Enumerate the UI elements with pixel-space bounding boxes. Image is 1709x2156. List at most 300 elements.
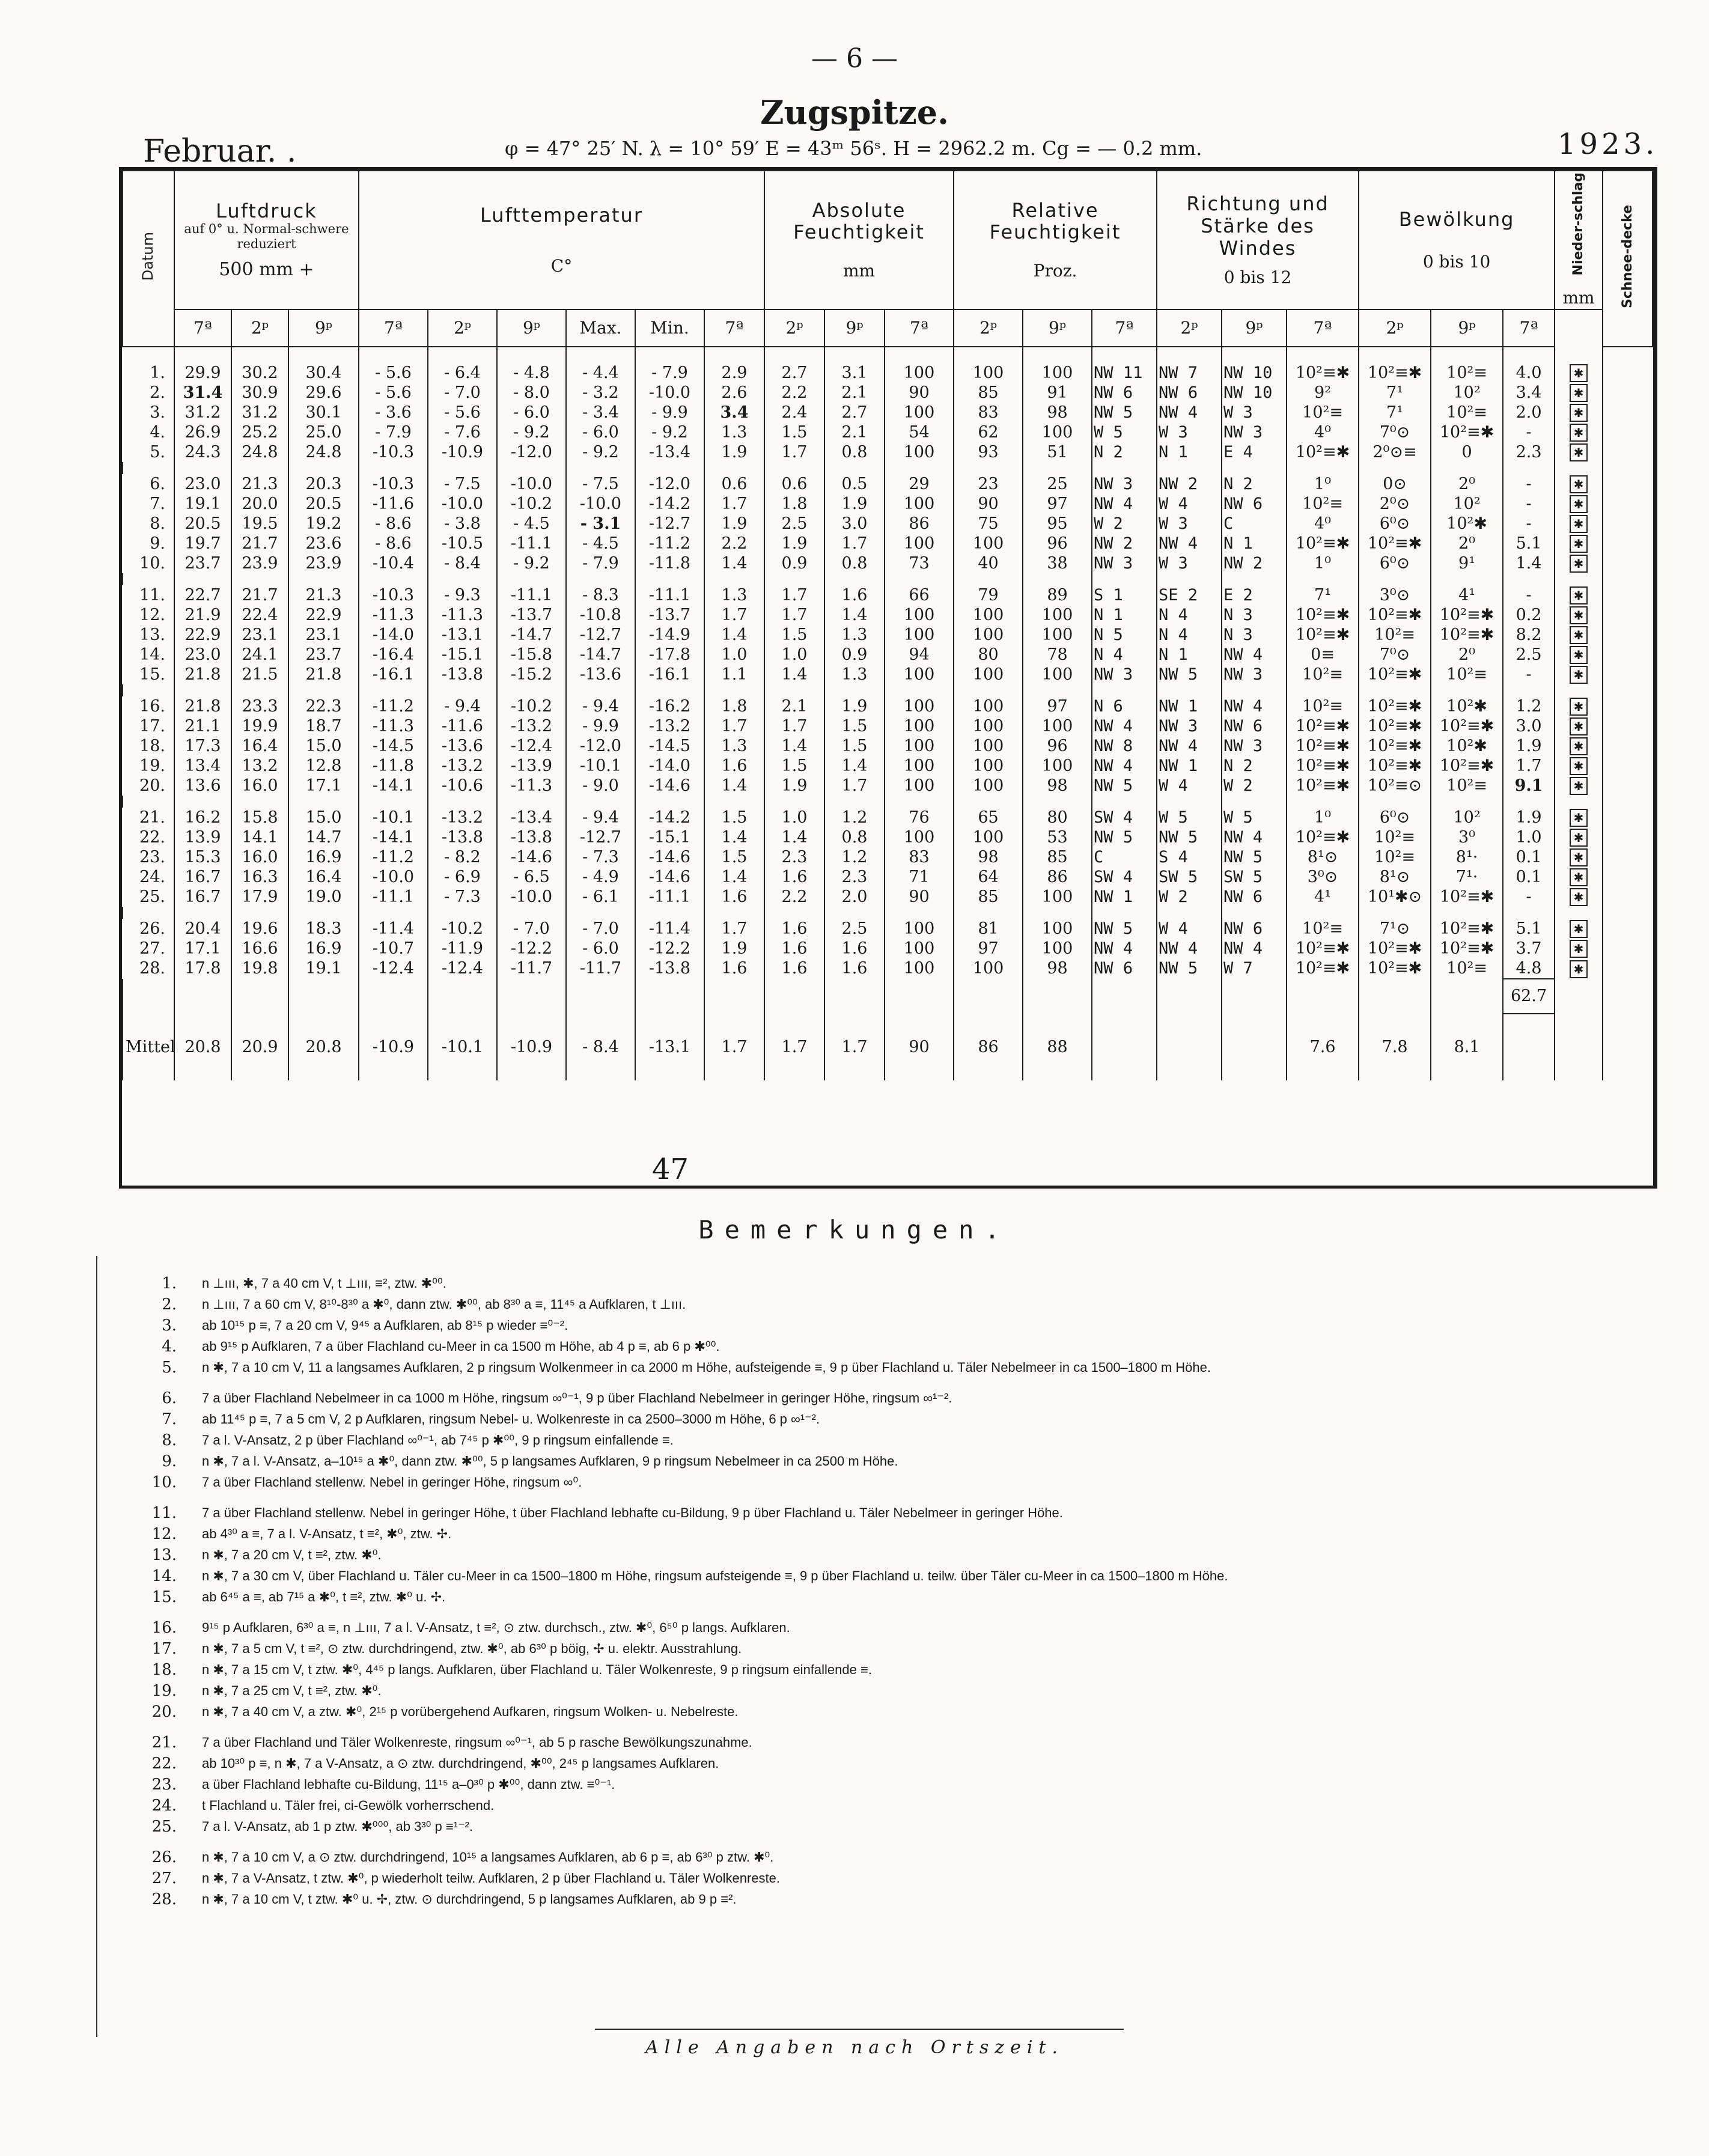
col-cloud [1359,171,1555,309]
cell-s [1555,422,1603,442]
cell-a2: 1.7 [764,585,824,605]
cell-a7: 1.4 [704,867,764,887]
remark-text: ab 6⁴⁵ a ≡, ab 7¹⁵ a ✱⁰, t ≡², ztw. ✱⁰ u. ✢. [202,1589,446,1604]
observation-table [122,170,1653,1080]
cell-mn: -10.0 [635,383,704,403]
cell-d: 28. [123,958,174,979]
remark-item [119,1451,1645,1472]
cell-r7: 83 [885,847,954,867]
cell-r9: 100 [1023,625,1092,645]
cell-p7: 13.6 [174,776,231,796]
cell-r7: 100 [885,696,954,716]
table-row [123,847,1653,867]
cell-c7: 10²≡ [1287,494,1359,514]
cell-p2: 16.6 [231,939,288,958]
cell-p7: 16.7 [174,867,231,887]
remark-text: 7 a l. V-Ansatz, ab 1 p ztw. ✱⁰⁰⁰, ab 3³⁰ p ≡¹⁻². [202,1818,474,1834]
cell-t7: -11.3 [359,716,428,736]
cell-w2: W 3 [1157,514,1222,534]
cell-a9: 3.1 [824,347,885,383]
cell-w2: N 4 [1157,625,1222,645]
cell-d: 2. [123,383,174,403]
mittel-s [1555,1014,1603,1080]
remark-text: 7 a über Flachland und Täler Wolkenreste, ringsum ∞⁰⁻¹, ab 5 p rasche Bewölkungszunahme. [202,1734,752,1750]
mittel-r9: 88 [1023,1014,1092,1080]
cell-mx: -10.0 [566,494,635,514]
cell-mx: - 9.2 [566,442,635,462]
hdr-r7: 7ª [885,309,954,347]
cell-p9: 25.0 [288,422,359,442]
table-row [123,665,1653,684]
mittel-r2: 86 [954,1014,1023,1080]
cell-r7: 100 [885,716,954,736]
cell-w9: W 5 [1222,808,1287,827]
cell-mx: -10.1 [566,756,635,776]
cell-c7: 1⁰ [1287,474,1359,494]
cell-r9: 98 [1023,958,1092,979]
remark-day: 17. [151,1639,177,1658]
cell-c7: 1⁰ [1287,553,1359,573]
empty-cell [1023,979,1092,1014]
mittel-mx: - 8.4 [566,1014,635,1080]
cell-a7: 1.4 [704,553,764,573]
cell-d: 12. [123,605,174,625]
cell-p9: 15.0 [288,808,359,827]
cell-w9: W 3 [1222,403,1287,422]
cell-r2: 79 [954,585,1023,605]
cell-w2: NW 1 [1157,756,1222,776]
remark-item [119,1753,1645,1774]
snow-cover-icon: ✱ [1570,443,1588,461]
cell-w7: N 2 [1092,442,1157,462]
cell-p9: 18.3 [288,919,359,939]
cell-a9: 2.1 [824,383,885,403]
cell-c9: 10²≡ [1431,403,1503,422]
empty-cell [885,979,954,1014]
table-row [123,958,1653,979]
cell-c9: 8¹· [1431,847,1503,867]
cell-c2: 7⁰⊙ [1359,645,1431,665]
snow-cover-icon: ✱ [1570,424,1588,442]
cell-d: 18. [123,736,174,756]
cell-a9: 1.3 [824,625,885,645]
cell-c9: 10² [1431,383,1503,403]
cell-d: 8. [123,514,174,534]
cell-w7: NW 3 [1092,474,1157,494]
snow-cover-icon: ✱ [1570,809,1588,827]
cell-a2: 2.5 [764,514,824,534]
remark-text: n ✱, 7 a 15 cm V, t ztw. ✱⁰, 4⁴⁵ p langs. Aufklaren, über Flachland u. Täler Wolkenreste, 9 p ringsum einfallende ≡. [202,1661,872,1677]
cell-a7: 1.3 [704,585,764,605]
remark-day: 5. [162,1358,177,1377]
cell-c9: 10² [1431,808,1503,827]
cell-w2: W 4 [1157,776,1222,796]
snow-cover-icon: ✱ [1570,848,1588,866]
table-row [123,808,1653,827]
cell-t2: -13.2 [428,756,497,776]
cell-mn: -12.2 [635,939,704,958]
mittel-p9: 20.8 [288,1014,359,1080]
cell-c7: 0≡ [1287,645,1359,665]
margin-rule [96,1256,97,2037]
table-row [123,696,1653,716]
empty-cell [359,979,428,1014]
cell-t9: -12.4 [497,736,566,756]
cell-s [1555,919,1603,939]
cell-t9: -10.2 [497,494,566,514]
cell-p2: 19.9 [231,716,288,736]
cell-c2: 10²≡✱ [1359,534,1431,553]
cell-t2: -10.0 [428,494,497,514]
hdr-c9: 9ᵖ [1431,309,1503,347]
snow-cover-icon: ✱ [1570,940,1588,958]
cell-mx: - 9.9 [566,716,635,736]
remark-day: 18. [151,1660,177,1679]
remark-item [119,1847,1645,1868]
hdr-r2: 2ᵖ [954,309,1023,347]
cell-a7: 1.6 [704,887,764,907]
cell-t7: -11.4 [359,919,428,939]
cell-c2: 10²≡✱ [1359,696,1431,716]
cell-p7: 13.4 [174,756,231,776]
cell-c7: 4⁰ [1287,514,1359,534]
cell-t9: - 8.0 [497,383,566,403]
cell-mn: -11.1 [635,887,704,907]
mittel-w7 [1092,1014,1157,1080]
table-row [123,939,1653,958]
cell-c2: 10²≡✱ [1359,716,1431,736]
wind-heading: Richtung und Stärke des Windes [1186,192,1329,260]
cell-r2: 97 [954,939,1023,958]
cell-n: 0.1 [1503,867,1555,887]
cell-t7: -10.4 [359,553,428,573]
cell-s [1555,808,1603,827]
cell-a2: 1.7 [764,716,824,736]
remark-item [119,1294,1645,1315]
cell-t7: -11.6 [359,494,428,514]
cell-w9: N 1 [1222,534,1287,553]
snow-cover-icon: ✱ [1570,626,1588,644]
cell-c2: 10²≡✱ [1359,939,1431,958]
remark-text: n ✱, 7 a 25 cm V, t ≡², ztw. ✱⁰. [202,1682,382,1698]
cell-c7: 1⁰ [1287,808,1359,827]
cell-t7: -14.1 [359,827,428,847]
cell-r9: 100 [1023,939,1092,958]
cell-t7: -11.3 [359,605,428,625]
cell-p7: 20.4 [174,919,231,939]
remark-text: n ✱, 7 a 5 cm V, t ≡², ⊙ ztw. durchdringend, ztw. ✱⁰, ab 6³⁰ p böig, ✢ u. elektr. Ausstrahlung. [202,1640,742,1656]
cell-s [1555,847,1603,867]
cell-mn: -13.4 [635,442,704,462]
cell-c2: 3⁰⊙ [1359,585,1431,605]
cell-w7: NW 8 [1092,736,1157,756]
mittel-t9: -10.9 [497,1014,566,1080]
cell-c2: 7¹⊙ [1359,919,1431,939]
cell-t9: -11.1 [497,585,566,605]
cell-p9: 23.7 [288,645,359,665]
station-coordinates: φ = 47° 25′ N. λ = 10° 59′ E = 43ᵐ 56ˢ. H = 2962.2 m. Cg = — 0.2 mm. [505,137,1202,160]
cell-w2: NW 5 [1157,958,1222,979]
cell-c9: 10²≡✱ [1431,605,1503,625]
cell-t9: -13.4 [497,808,566,827]
remark-day: 13. [151,1545,177,1564]
cell-r2: 81 [954,919,1023,939]
cell-s [1555,939,1603,958]
mittel-d: Mittel [123,1014,174,1080]
cell-w7: NW 3 [1092,553,1157,573]
cell-t7: -14.5 [359,736,428,756]
cell-p9: 23.1 [288,625,359,645]
cell-r2: 40 [954,553,1023,573]
cell-w9: C [1222,514,1287,534]
cell-w9: N 3 [1222,625,1287,645]
hdr-max: Max. [566,309,635,347]
cell-a7: 1.3 [704,422,764,442]
temp-heading: Lufttemperatur [480,203,643,227]
cell-r9: 80 [1023,808,1092,827]
empty-cell [1222,979,1287,1014]
cell-p2: 24.1 [231,645,288,665]
cell-mn: -13.2 [635,716,704,736]
cell-mx: -12.0 [566,736,635,756]
cell-r7: 71 [885,867,954,887]
cell-c2: 2⁰⊙≡ [1359,442,1431,462]
remark-day: 26. [151,1848,177,1866]
cell-r7: 100 [885,958,954,979]
cell-p2: 25.2 [231,422,288,442]
remark-day: 15. [151,1588,177,1606]
cell-n: 1.9 [1503,736,1555,756]
cell-r9: 97 [1023,696,1092,716]
remark-item [119,1889,1645,1910]
cell-c9: 2⁰ [1431,534,1503,553]
empty-cell [123,979,174,1014]
cell-r9: 98 [1023,403,1092,422]
cell-p2: 19.6 [231,919,288,939]
cell-w7: NW 6 [1092,383,1157,403]
cell-t9: -10.0 [497,887,566,907]
remark-day: 12. [151,1524,177,1543]
cell-w7: N 4 [1092,645,1157,665]
cell-c9: 10²≡✱ [1431,887,1503,907]
cell-mn: -12.7 [635,514,704,534]
cell-p9: 29.6 [288,383,359,403]
cell-r9: 51 [1023,442,1092,462]
cell-mx: - 9.4 [566,808,635,827]
cell-p7: 23.7 [174,553,231,573]
remark-day: 27. [151,1869,177,1887]
rel-unit: Proz. [1033,261,1077,281]
cell-t2: -10.5 [428,534,497,553]
cell-p7: 21.8 [174,696,231,716]
abs-heading: Absolute Feuchtigkeit [793,198,925,244]
cell-p7: 23.0 [174,474,231,494]
remarks-title: Bemerkungen. [698,1215,1011,1244]
cell-c9: 7¹· [1431,867,1503,887]
cell-p2: 16.0 [231,776,288,796]
cell-w7: NW 11 [1092,347,1157,383]
cell-r7: 100 [885,756,954,776]
cell-d: 23. [123,847,174,867]
table-row [123,514,1653,534]
mittel-t7: -10.9 [359,1014,428,1080]
cell-p2: 13.2 [231,756,288,776]
cell-c7: 10²≡✱ [1287,442,1359,462]
cell-p2: 30.9 [231,383,288,403]
cell-d: 15. [123,665,174,684]
remark-text: ab 10¹⁵ p ≡, 7 a 20 cm V, 9⁴⁵ a Aufklaren, ab 8¹⁵ p wieder ≡⁰⁻². [202,1317,568,1333]
hdr-r9: 9ᵖ [1023,309,1092,347]
cell-a9: 2.0 [824,887,885,907]
cell-c7: 10²≡✱ [1287,347,1359,383]
remark-item [119,1408,1645,1430]
cell-n: 1.9 [1503,808,1555,827]
cell-r2: 85 [954,383,1023,403]
cell-t9: - 4.5 [497,514,566,534]
cell-d: 16. [123,696,174,716]
observation-table-frame [119,167,1657,1189]
cell-w7: NW 2 [1092,534,1157,553]
cell-w9: W 2 [1222,776,1287,796]
cell-s [1555,756,1603,776]
cell-t2: -13.8 [428,665,497,684]
cell-c9: 10²≡ [1431,665,1503,684]
cell-mx: - 7.5 [566,474,635,494]
remark-item [119,1472,1645,1493]
cell-d: 26. [123,919,174,939]
remark-day: 22. [151,1754,177,1773]
cell-c2: 10²≡✱ [1359,756,1431,776]
remark-item [119,1502,1645,1523]
cell-mn: -14.0 [635,756,704,776]
cell-p2: 19.8 [231,958,288,979]
cell-s [1555,887,1603,907]
cell-w2: W 4 [1157,919,1222,939]
remark-day: 11. [151,1503,177,1522]
cell-w7: W 5 [1092,422,1157,442]
cell-t9: -10.2 [497,696,566,716]
col-lufttemperatur [359,171,764,309]
col-rel-feucht [954,171,1157,309]
cell-c9: 10²≡✱ [1431,716,1503,736]
col-datum: Datum [123,171,174,347]
cell-t9: -13.9 [497,756,566,776]
cell-mx: - 6.0 [566,422,635,442]
cell-t7: - 5.6 [359,383,428,403]
cell-w9: NW 4 [1222,827,1287,847]
remark-day: 28. [151,1890,177,1908]
cell-c2: 10²≡ [1359,625,1431,645]
cell-t7: - 3.6 [359,403,428,422]
cell-p9: 20.5 [288,494,359,514]
snow-cover-icon: ✱ [1570,515,1588,533]
cell-c9: 10²≡✱ [1431,939,1503,958]
cell-t9: - 6.5 [497,867,566,887]
cell-w9: W 7 [1222,958,1287,979]
cell-c7: 10²≡✱ [1287,534,1359,553]
cell-a2: 1.5 [764,625,824,645]
cell-t2: -10.6 [428,776,497,796]
cell-d: 5. [123,442,174,462]
cell-a2: 2.1 [764,696,824,716]
cell-a2: 1.9 [764,776,824,796]
cell-r2: 64 [954,867,1023,887]
cloud-unit: 0 bis 10 [1422,251,1491,272]
cell-mn: -14.2 [635,494,704,514]
remark-text: n ✱, 7 a 10 cm V, 11 a langsames Aufklaren, 2 p ringsum Wolkenmeer in ca 2000 m Höhe, aufsteigende ≡, 9 p über Flachland u. Täler Nebelmeer in ca 1500–1800 m Höhe. [202,1359,1211,1375]
cell-p2: 19.5 [231,514,288,534]
cell-t2: -13.8 [428,827,497,847]
cell-n: 2.0 [1503,403,1555,422]
cell-r7: 73 [885,553,954,573]
cell-a9: 0.8 [824,827,885,847]
remark-day: 2. [162,1295,177,1314]
cell-p7: 21.1 [174,716,231,736]
cell-w7: NW 3 [1092,665,1157,684]
cell-r9: 96 [1023,736,1092,756]
cell-a7: 1.7 [704,605,764,625]
cell-a7: 2.9 [704,347,764,383]
cell-t7: -11.8 [359,756,428,776]
mittel-t2: -10.1 [428,1014,497,1080]
cell-a9: 1.5 [824,716,885,736]
cell-p7: 19.1 [174,494,231,514]
cell-s [1555,383,1603,403]
hdr-p2: 2ᵖ [231,309,288,347]
cell-n: 3.4 [1503,383,1555,403]
precip-total-row [123,979,1653,1014]
empty-cell [954,979,1023,1014]
cell-a9: 1.7 [824,534,885,553]
cell-a9: 1.6 [824,585,885,605]
cell-w9: NW 6 [1222,887,1287,907]
cell-a9: 2.5 [824,919,885,939]
cell-s [1555,442,1603,462]
cell-n: - [1503,494,1555,514]
cell-mn: -16.1 [635,665,704,684]
cell-w2: NW 6 [1157,383,1222,403]
cell-d: 9. [123,534,174,553]
cell-w7: SW 4 [1092,867,1157,887]
cell-c9: 4¹ [1431,585,1503,605]
cell-mx: -13.6 [566,665,635,684]
cell-a7: 1.0 [704,645,764,665]
table-row [123,494,1653,514]
cell-n: 5.1 [1503,534,1555,553]
cell-mn: -17.8 [635,645,704,665]
cell-t7: -14.0 [359,625,428,645]
cell-mn: -14.6 [635,847,704,867]
luftdruck-unit: 500 mm + [219,258,314,280]
cell-a2: 0.9 [764,553,824,573]
cell-r7: 90 [885,887,954,907]
cell-w7: NW 4 [1092,939,1157,958]
cell-p2: 24.8 [231,442,288,462]
cell-mx: - 6.1 [566,887,635,907]
cell-p2: 22.4 [231,605,288,625]
cell-w9: NW 6 [1222,494,1287,514]
cell-r2: 100 [954,665,1023,684]
cell-c2: 2⁰⊙ [1359,494,1431,514]
hdr-c2: 2ᵖ [1359,309,1431,347]
col-luftdruck [174,171,359,309]
cell-r9: 100 [1023,347,1092,383]
cell-a9: 0.9 [824,645,885,665]
snow-cover-icon: ✱ [1570,717,1588,735]
cell-a7: 1.3 [704,736,764,756]
cell-d: 7. [123,494,174,514]
cell-c7: 10²≡✱ [1287,736,1359,756]
